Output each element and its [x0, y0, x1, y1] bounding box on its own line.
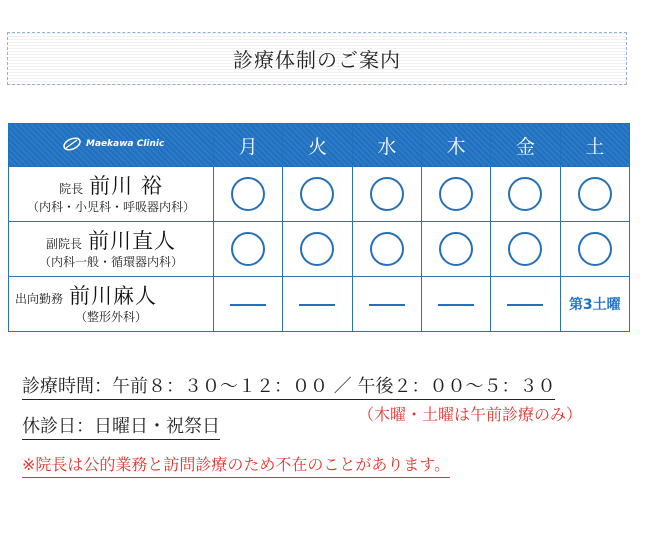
available-circle-icon [300, 232, 334, 266]
doctor-cell [9, 167, 214, 222]
holiday-info [22, 412, 220, 438]
schedule-cell [283, 222, 352, 277]
schedule-cell [352, 167, 421, 222]
schedule-cell [421, 167, 490, 222]
title-banner [7, 32, 627, 85]
available-circle-icon [370, 177, 404, 211]
holiday-text: 休診日：日曜日・祝祭日 [22, 416, 220, 440]
logo-cell [9, 124, 214, 167]
schedule-cell [283, 277, 352, 332]
doctor-name: 前川直人 [88, 228, 176, 253]
day-header: 月 [214, 124, 283, 167]
schedule-cell [560, 167, 629, 222]
doctor-role: 副院長 [45, 236, 82, 251]
table-header-row [9, 124, 630, 167]
available-circle-icon [578, 232, 612, 266]
schedule-cell [491, 222, 560, 277]
doctor-name: 前川麻人 [69, 283, 158, 308]
page-title: 診療体制のご案内 [233, 48, 401, 72]
doctor-role: 出向勤務 [15, 291, 64, 306]
day-header: 土 [560, 124, 629, 167]
saturday-note: 第3土曜 [568, 297, 621, 313]
doctor-cell [9, 222, 214, 277]
doctor-name: 前川 裕 [89, 173, 163, 198]
available-circle-icon [231, 177, 265, 211]
available-circle-icon [508, 232, 542, 266]
day-header: 水 [352, 124, 421, 167]
schedule-cell [421, 277, 490, 332]
unavailable-dash-icon [507, 304, 543, 306]
clinic-logo-text: Maekawa Clinic [86, 139, 165, 149]
hours-note: （木曜・土曜は午前診療のみ） [358, 405, 583, 424]
unavailable-dash-icon [438, 304, 474, 306]
schedule-cell [560, 277, 629, 332]
doctor-specialty: （内科・小児科・呼吸器内科） [26, 199, 195, 214]
schedule-cell [352, 277, 421, 332]
hours-text: 診療時間：午前８：３０〜１２：００ ／ 午後２：００〜５：３０ [22, 376, 555, 400]
unavailable-dash-icon [299, 304, 335, 306]
schedule-cell [214, 277, 283, 332]
schedule-cell [283, 167, 352, 222]
table-row [9, 167, 630, 222]
table-row [9, 277, 630, 332]
available-circle-icon [231, 232, 265, 266]
clinic-logo [62, 137, 164, 151]
schedule-cell [214, 222, 283, 277]
absence-note: ※院長は公的業務と訪問診療のため不在のことがあります。 [22, 452, 450, 478]
schedule-cell [421, 222, 490, 277]
day-header: 金 [491, 124, 560, 167]
schedule-cell [491, 167, 560, 222]
doctor-specialty: （内科一般・循環器内科） [38, 254, 183, 269]
schedule-cell [352, 222, 421, 277]
leaf-logo-icon [62, 137, 82, 151]
available-circle-icon [300, 177, 334, 211]
schedule-cell [560, 222, 629, 277]
schedule-table [8, 123, 630, 332]
doctor-cell [9, 277, 214, 332]
schedule-cell [214, 167, 283, 222]
unavailable-dash-icon [369, 304, 405, 306]
table-row [9, 222, 630, 277]
doctor-specialty: （整形外科） [74, 309, 147, 324]
available-circle-icon [439, 177, 473, 211]
day-header: 木 [421, 124, 490, 167]
doctor-role: 院長 [59, 181, 84, 196]
available-circle-icon [508, 177, 542, 211]
hours-info [22, 372, 555, 398]
day-header: 火 [283, 124, 352, 167]
available-circle-icon [578, 177, 612, 211]
available-circle-icon [370, 232, 404, 266]
unavailable-dash-icon [230, 304, 266, 306]
schedule-cell [491, 277, 560, 332]
available-circle-icon [439, 232, 473, 266]
